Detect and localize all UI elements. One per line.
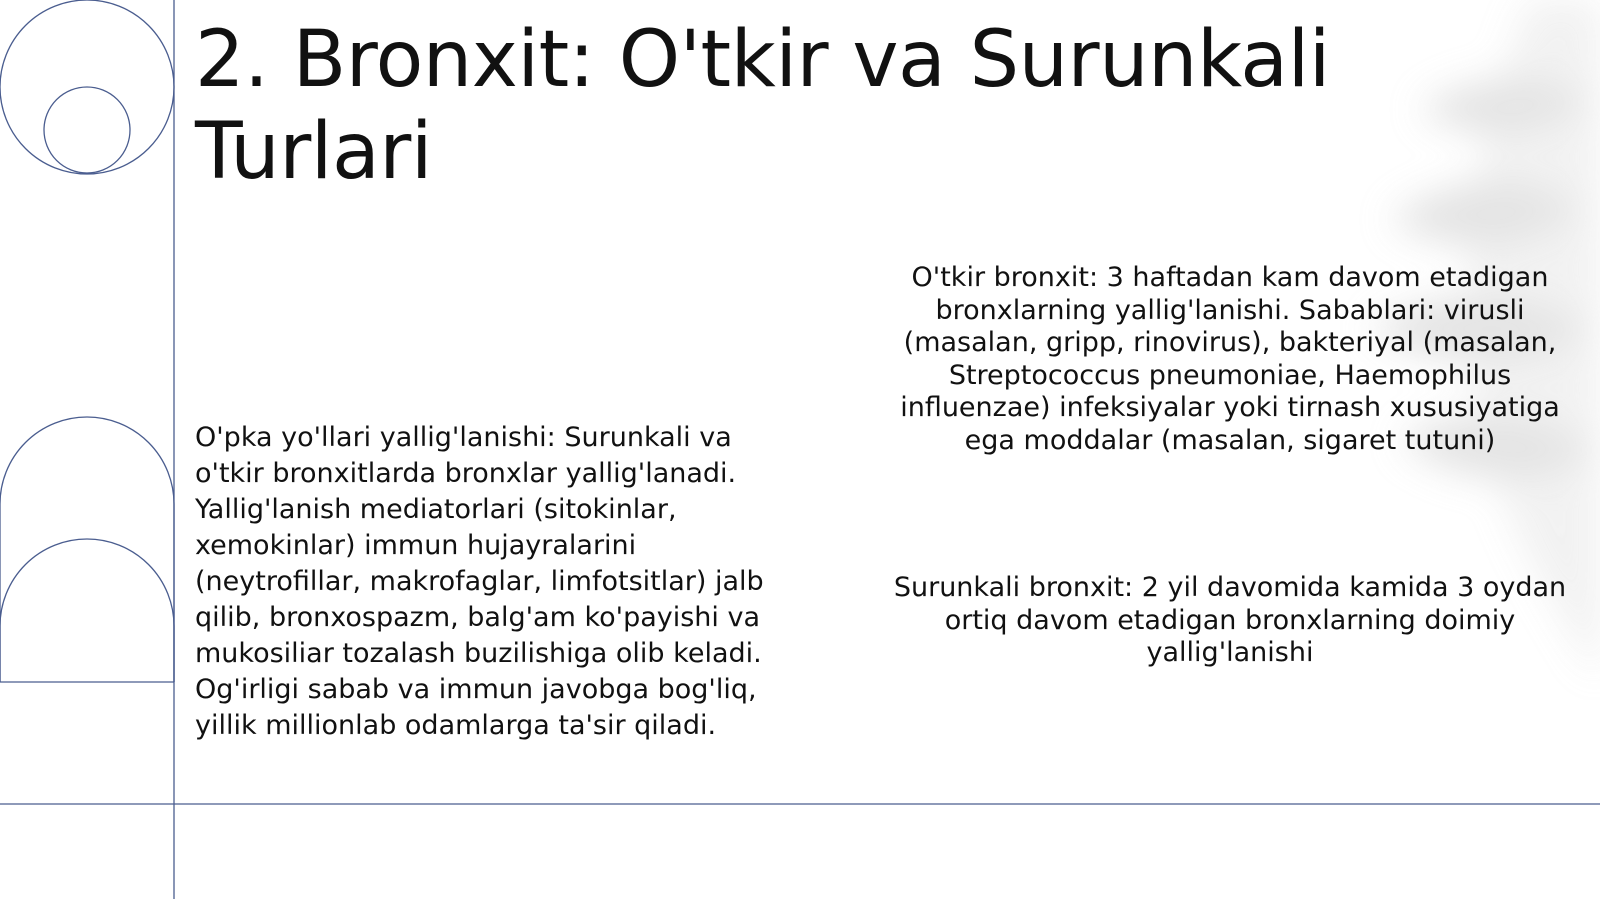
small-circle-outline: [44, 87, 130, 173]
chronic-bronchitis-text: Surunkali bronxit: 2 yil davomida kamida 3 oydan ortiq davom etadigan bronxlarning doimiy yallig'lanishi: [893, 572, 1567, 668]
slide-title: 2. Bronxit: O'tkir va Surunkali Turlari: [195, 15, 1330, 197]
inflammation-description: O'pka yo'llari yallig'lanishi: Surunkali va o'tkir bronxitlarda bronxlar yallig'lanadi. Yallig'lanish mediatorlari (sitokinlar, xemokinlar) immun hujayralarini (neytrofillar, makrofaglar, limfotsitlar) jalb qilib, bronxospazm, balg'am ko'payishi va mukosiliar tozalash buzilishiga olib keladi. Og'irligi sabab va immun javobga bog'liq, yillik millionlab odamlarga ta'sir qiladi.: [195, 422, 764, 741]
arch-outline-upper: [0, 417, 174, 682]
acute-bronchitis-text: O'tkir bronxit: 3 haftadan kam davom etadigan bronxlarning yallig'lanishi. Sabablari: virusli (masalan, gripp, rinovirus), bakteriyal (masalan, Streptococcus pneumoniae, Haemophilus influenzae) infeksiyalar yoki tirnash xususiyatiga ega moddalar (masalan, sigaret tutuni): [900, 262, 1560, 456]
arch-outline-lower: [0, 539, 174, 682]
